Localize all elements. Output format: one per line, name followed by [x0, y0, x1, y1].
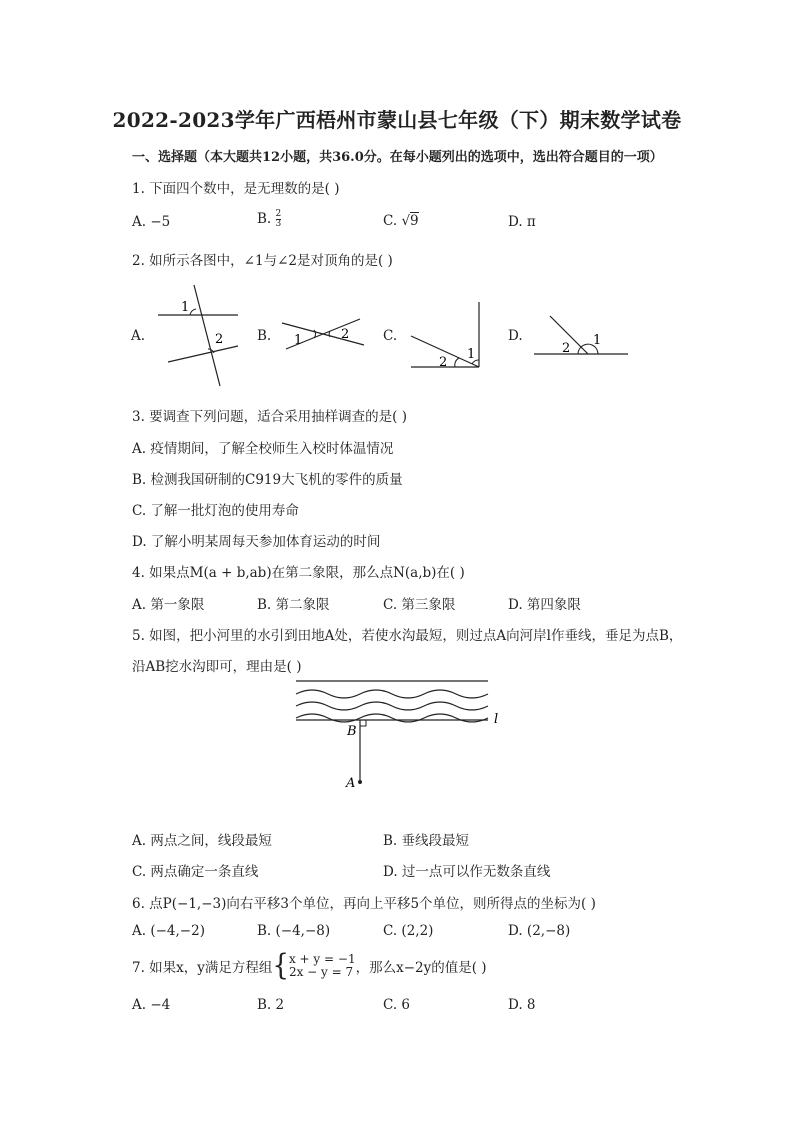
- question-5-stem-line-2: 沿AB挖水沟即可，理由是( ): [132, 659, 302, 675]
- q7-option-d[interactable]: D. 8: [508, 997, 536, 1013]
- q1-option-b[interactable]: [257, 210, 281, 229]
- q2-figure-a: [150, 283, 250, 388]
- q7-stem-suffix: ，那么x−2y的值是( ): [355, 960, 487, 976]
- fraction: [276, 210, 282, 229]
- question-7-stem: [132, 949, 487, 983]
- question-6-stem: 6. 点P(−1,−3)向右平移3个单位，再向上平移5个单位，则所得点的坐标为( ): [132, 896, 596, 912]
- question-4-stem: 4. 如果点M(a + b,ab)在第二象限，那么点N(a,b)在( ): [132, 565, 465, 581]
- q2-figure-c: [403, 300, 493, 375]
- svg-text:2: 2: [341, 327, 350, 342]
- equation-1: x + y = −1: [288, 952, 356, 966]
- q4-option-a[interactable]: A. 第一象限: [132, 597, 205, 613]
- q2-figure-d: [530, 312, 630, 357]
- q1-option-a[interactable]: A. −5: [132, 214, 171, 230]
- svg-text:1: 1: [467, 347, 476, 362]
- q5-option-b[interactable]: B. 垂线段最短: [383, 833, 470, 849]
- q5-option-c[interactable]: C. 两点确定一条直线: [132, 864, 259, 880]
- q5-river-figure: [290, 678, 510, 793]
- q1-option-d[interactable]: D. π: [508, 214, 536, 230]
- q3-option-c[interactable]: C. 了解一批灯泡的使用寿命: [132, 503, 299, 519]
- equation-2: 2x − y = 7: [288, 965, 354, 979]
- q5-option-a[interactable]: A. 两点之间，线段最短: [132, 833, 272, 849]
- question-1-stem: 1. 下面四个数中，是无理数的是( ): [132, 181, 340, 197]
- q4-option-b[interactable]: B. 第二象限: [257, 597, 330, 613]
- svg-text:B: B: [347, 724, 357, 739]
- svg-text:2: 2: [215, 332, 224, 347]
- brace-icon: {: [272, 949, 289, 983]
- q6-option-c[interactable]: C. (2,2): [383, 923, 434, 939]
- question-2-stem: 2. 如所示各图中，∠1与∠2是对顶角的是( ): [132, 253, 393, 269]
- q4-option-c[interactable]: C. 第三象限: [383, 597, 456, 613]
- question-5-stem-line-1: 5. 如图，把小河里的水引到田地A处，若使水沟最短，则过点A向河岸l作垂线，垂足为点B，: [132, 628, 683, 644]
- q6-option-d[interactable]: D. (2,−8): [508, 923, 571, 939]
- svg-text:2: 2: [562, 341, 571, 356]
- svg-text:1: 1: [181, 300, 190, 315]
- radicand: 9: [410, 213, 419, 229]
- section-heading: 一、选择题（本大题共12小题，共36.0分。在每小题列出的选项中，选出符合题目的一项）: [132, 150, 663, 165]
- svg-text:A: A: [346, 776, 356, 791]
- q7-option-b[interactable]: B. 2: [257, 997, 285, 1013]
- q1-option-c-label: C.: [383, 213, 398, 229]
- q2-option-d[interactable]: D.: [508, 328, 523, 344]
- q6-option-a[interactable]: A. (−4,−2): [132, 923, 205, 939]
- q7-stem-prefix: 7. 如果x，y满足方程组: [132, 960, 273, 976]
- q3-option-b[interactable]: B. 检测我国研制的C919大飞机的零件的质量: [132, 472, 403, 488]
- q2-figure-b: [278, 315, 368, 355]
- q2-option-a[interactable]: A.: [131, 328, 146, 344]
- svg-text:l: l: [494, 712, 499, 727]
- q1-option-c[interactable]: [383, 213, 419, 229]
- fraction-numerator: 2: [275, 209, 282, 219]
- q2-option-c[interactable]: C.: [383, 328, 398, 344]
- q6-option-b[interactable]: B. (−4,−8): [257, 923, 331, 939]
- q3-option-a[interactable]: A. 疫情期间，了解全校师生入校时体温情况: [132, 441, 394, 457]
- q4-option-d[interactable]: D. 第四象限: [508, 597, 581, 613]
- q3-option-d[interactable]: D. 了解小明某周每天参加体育运动的时间: [132, 534, 381, 550]
- q1-option-b-label: B.: [257, 211, 272, 227]
- svg-text:1: 1: [593, 333, 602, 348]
- svg-text:2: 2: [439, 355, 448, 370]
- equation-system: [289, 953, 356, 979]
- question-3-stem: 3. 要调查下列问题，适合采用抽样调查的是( ): [132, 409, 407, 425]
- q7-option-a[interactable]: A. −4: [132, 997, 171, 1013]
- page-title: 2022-2023学年广西梧州市蒙山县七年级（下）期末数学试卷: [112, 108, 682, 132]
- q2-option-b[interactable]: B.: [257, 328, 272, 344]
- q5-option-d[interactable]: D. 过一点可以作无数条直线: [383, 864, 551, 880]
- sqrt-icon: √: [401, 213, 411, 229]
- svg-text:1: 1: [294, 333, 303, 348]
- q7-option-c[interactable]: C. 6: [383, 997, 411, 1013]
- fraction-denominator: 3: [275, 219, 282, 229]
